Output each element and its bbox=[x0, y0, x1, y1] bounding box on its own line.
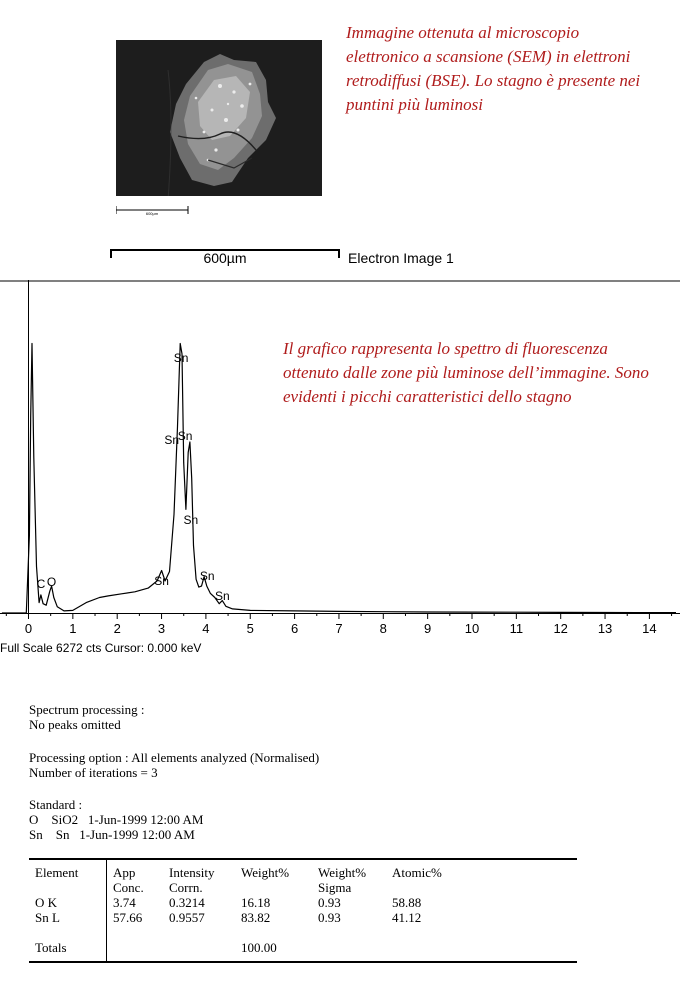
x-tick-label: 1 bbox=[69, 621, 77, 636]
sem-caption: Immagine ottenuta al microscopio elettronico a scansione (SEM) in elettroni retrodiffusi (BSE). Lo stagno è presente nei puntini più luminosi bbox=[346, 23, 641, 114]
x-tick-label: 14 bbox=[642, 621, 657, 636]
x-tick-label: 7 bbox=[335, 621, 343, 636]
peak-label: C bbox=[36, 577, 46, 591]
peak-label: Sn bbox=[173, 351, 189, 365]
x-tick-label: 0 bbox=[24, 621, 33, 636]
table-totals-row bbox=[29, 940, 577, 962]
table-cell: Totals bbox=[29, 940, 107, 962]
table-cell: Sn L bbox=[29, 910, 107, 925]
table-cell bbox=[169, 940, 241, 962]
x-tick-label: 13 bbox=[597, 621, 613, 636]
table-cell: 0.93 bbox=[318, 910, 341, 925]
table-cell: 57.66 bbox=[113, 910, 143, 925]
x-tick-label: 8 bbox=[379, 621, 387, 636]
inset-scale-label: 600μm bbox=[145, 211, 159, 216]
processing-line: Spectrum processing : bbox=[29, 702, 145, 717]
table-cell: 83.82 bbox=[241, 910, 271, 925]
header-cell: Atomic% bbox=[392, 865, 442, 880]
peak-label: O bbox=[46, 575, 57, 589]
table-cell: 0.93 bbox=[318, 895, 341, 910]
processing-line: O SiO2 1-Jun-1999 12:00 AM bbox=[29, 812, 204, 827]
x-tick-label: 12 bbox=[553, 621, 568, 636]
table-cell bbox=[107, 940, 170, 962]
standard-block bbox=[29, 797, 203, 842]
processing-line: Processing option : All elements analyzed (Normalised) bbox=[29, 750, 320, 765]
peak-label: Sn bbox=[164, 433, 180, 447]
table-cell: 0.9557 bbox=[169, 910, 205, 925]
table-cell bbox=[318, 940, 392, 962]
processing-option-block bbox=[29, 750, 319, 780]
table-cell: 100.00 bbox=[241, 940, 277, 955]
x-tick-label: 3 bbox=[157, 621, 166, 636]
header-cell: Element bbox=[29, 859, 107, 895]
header-cell: Weight% Sigma bbox=[318, 865, 367, 895]
processing-line: Sn Sn 1-Jun-1999 12:00 AM bbox=[29, 827, 195, 842]
processing-line: No peaks omitted bbox=[29, 717, 121, 732]
x-tick-label: 2 bbox=[113, 621, 121, 636]
spectrum-chart bbox=[0, 280, 680, 642]
processing-line: Number of iterations = 3 bbox=[29, 765, 158, 780]
peak-label: Sn bbox=[177, 429, 193, 443]
x-tick-label: 10 bbox=[464, 621, 480, 636]
electron-image-label: Electron Image 1 bbox=[348, 250, 454, 266]
sem-inset-scalebar bbox=[116, 196, 322, 230]
peak-label: Sn bbox=[214, 589, 230, 603]
header-cell: Intensity Corrn. bbox=[169, 865, 215, 895]
results-table bbox=[29, 858, 577, 963]
table-cell: 0.3214 bbox=[169, 895, 205, 910]
table-row bbox=[29, 910, 577, 925]
spectrum-status: Full Scale 6272 cts Cursor: 0.000 keV bbox=[0, 641, 202, 655]
x-tick-label: 6 bbox=[290, 621, 299, 636]
x-tick-label: 5 bbox=[246, 621, 254, 636]
header-cell: App Conc. bbox=[113, 865, 144, 895]
table-cell: 16.18 bbox=[241, 895, 271, 910]
table-cell bbox=[392, 940, 577, 962]
processing-block bbox=[29, 702, 145, 732]
x-tick-label: 4 bbox=[202, 621, 210, 636]
table-cell: 41.12 bbox=[392, 910, 422, 925]
table-row bbox=[29, 895, 577, 910]
table-header-row bbox=[29, 859, 577, 895]
peak-label: Sn bbox=[154, 574, 169, 588]
table-spacer-row bbox=[29, 925, 577, 940]
header-cell: Weight% bbox=[241, 865, 290, 880]
processing-line: Standard : bbox=[29, 797, 83, 812]
table-cell: 58.88 bbox=[392, 895, 422, 910]
scale-label: 600µm bbox=[203, 250, 247, 266]
peak-label: Sn bbox=[183, 513, 199, 527]
table-cell: O K bbox=[29, 895, 107, 910]
x-tick-label: 9 bbox=[424, 621, 432, 636]
x-tick-label: 11 bbox=[509, 621, 524, 636]
peak-label: Sn bbox=[199, 569, 215, 583]
spectrum-caption: Il grafico rappresenta lo spettro di fluorescenza ottenuto dalle zone più luminose dell’immagine. Sono evidenti i picchi caratteristici dello stagno bbox=[283, 339, 649, 406]
table-cell: 3.74 bbox=[113, 895, 136, 910]
sem-image bbox=[116, 40, 322, 210]
